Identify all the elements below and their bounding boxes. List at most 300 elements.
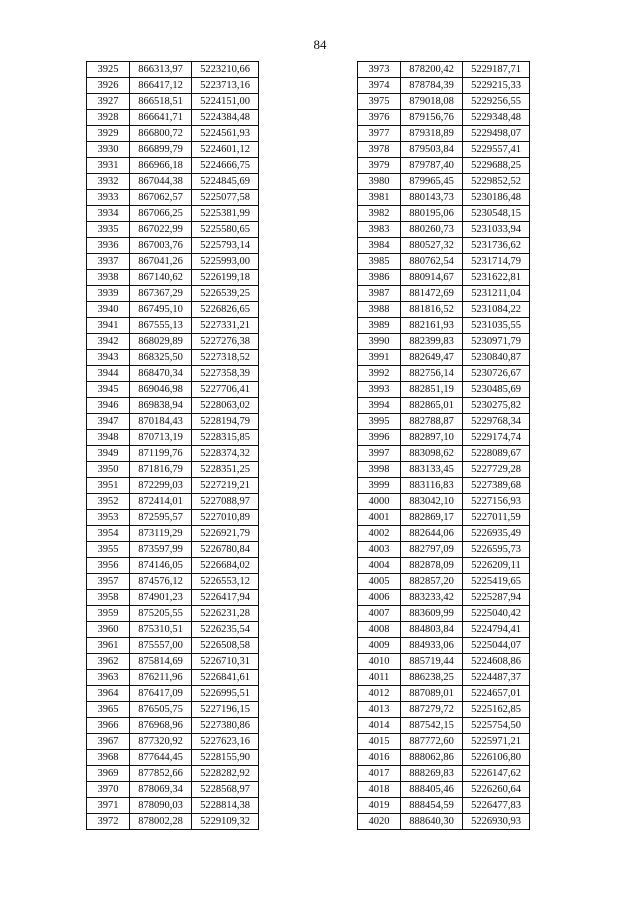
point-number-cell: 4003 <box>358 542 401 558</box>
x-coordinate-cell: 888269,83 <box>401 766 463 782</box>
table-row <box>358 238 530 254</box>
y-coordinate-cell: 5229852,52 <box>463 174 530 190</box>
table-row <box>358 222 530 238</box>
x-coordinate-cell: 876211,96 <box>130 670 192 686</box>
table-row <box>87 510 259 526</box>
table-row <box>358 718 530 734</box>
x-coordinate-cell: 882788,87 <box>401 414 463 430</box>
x-coordinate-cell: 879318,89 <box>401 126 463 142</box>
point-number-cell: 4013 <box>358 702 401 718</box>
x-coordinate-cell: 882161,93 <box>401 318 463 334</box>
point-number-cell: 3995 <box>358 414 401 430</box>
x-coordinate-cell: 880143,73 <box>401 190 463 206</box>
x-coordinate-cell: 885719,44 <box>401 654 463 670</box>
y-coordinate-cell: 5228315,85 <box>192 430 259 446</box>
point-number-cell: 3983 <box>358 222 401 238</box>
point-number-cell: 3934 <box>87 206 130 222</box>
point-number-cell: 4001 <box>358 510 401 526</box>
table-row <box>87 414 259 430</box>
y-coordinate-cell: 5225077,58 <box>192 190 259 206</box>
x-coordinate-cell: 880260,73 <box>401 222 463 238</box>
x-coordinate-cell: 873597,99 <box>130 542 192 558</box>
point-number-cell: 3993 <box>358 382 401 398</box>
table-row <box>358 590 530 606</box>
x-coordinate-cell: 883233,42 <box>401 590 463 606</box>
point-number-cell: 3936 <box>87 238 130 254</box>
x-coordinate-cell: 869046,98 <box>130 382 192 398</box>
table-row <box>358 494 530 510</box>
point-number-cell: 3956 <box>87 558 130 574</box>
table-row <box>358 350 530 366</box>
point-number-cell: 3976 <box>358 110 401 126</box>
y-coordinate-cell: 5231211,04 <box>463 286 530 302</box>
table-row <box>358 430 530 446</box>
x-coordinate-cell: 882857,20 <box>401 574 463 590</box>
point-number-cell: 3997 <box>358 446 401 462</box>
y-coordinate-cell: 5226231,28 <box>192 606 259 622</box>
table-row <box>358 94 530 110</box>
point-number-cell: 4005 <box>358 574 401 590</box>
y-coordinate-cell: 5226417,94 <box>192 590 259 606</box>
x-coordinate-cell: 866800,72 <box>130 126 192 142</box>
table-row <box>87 206 259 222</box>
point-number-cell: 4010 <box>358 654 401 670</box>
point-number-cell: 3961 <box>87 638 130 654</box>
table-row <box>358 574 530 590</box>
point-number-cell: 3980 <box>358 174 401 190</box>
x-coordinate-cell: 887279,72 <box>401 702 463 718</box>
table-row <box>358 446 530 462</box>
table-row <box>87 766 259 782</box>
x-coordinate-cell: 867066,25 <box>130 206 192 222</box>
y-coordinate-cell: 5225287,94 <box>463 590 530 606</box>
point-number-cell: 3994 <box>358 398 401 414</box>
page-number: 84 <box>313 37 327 52</box>
point-number-cell: 3945 <box>87 382 130 398</box>
table-row <box>358 382 530 398</box>
table-row <box>358 302 530 318</box>
table-row <box>87 638 259 654</box>
y-coordinate-cell: 5225793,14 <box>192 238 259 254</box>
y-coordinate-cell: 5229348,48 <box>463 110 530 126</box>
x-coordinate-cell: 883098,62 <box>401 446 463 462</box>
x-coordinate-cell: 876968,96 <box>130 718 192 734</box>
point-number-cell: 3972 <box>87 814 130 830</box>
point-number-cell: 4020 <box>358 814 401 830</box>
point-number-cell: 3938 <box>87 270 130 286</box>
y-coordinate-cell: 5226235,54 <box>192 622 259 638</box>
y-coordinate-cell: 5227729,28 <box>463 462 530 478</box>
y-coordinate-cell: 5229768,34 <box>463 414 530 430</box>
table-row <box>87 334 259 350</box>
y-coordinate-cell: 5231033,94 <box>463 222 530 238</box>
y-coordinate-cell: 5227389,68 <box>463 478 530 494</box>
y-coordinate-cell: 5225971,21 <box>463 734 530 750</box>
table-row <box>358 606 530 622</box>
point-number-cell: 3940 <box>87 302 130 318</box>
table-row <box>87 750 259 766</box>
point-number-cell: 3992 <box>358 366 401 382</box>
y-coordinate-cell: 5228063,02 <box>192 398 259 414</box>
table-row <box>358 542 530 558</box>
x-coordinate-cell: 867041,26 <box>130 254 192 270</box>
point-number-cell: 3973 <box>358 62 401 78</box>
table-row <box>87 590 259 606</box>
x-coordinate-cell: 883116,83 <box>401 478 463 494</box>
point-number-cell: 3971 <box>87 798 130 814</box>
y-coordinate-cell: 5228568,97 <box>192 782 259 798</box>
point-number-cell: 3957 <box>87 574 130 590</box>
x-coordinate-cell: 869838,94 <box>130 398 192 414</box>
point-number-cell: 3984 <box>358 238 401 254</box>
point-number-cell: 4004 <box>358 558 401 574</box>
table-row <box>358 526 530 542</box>
y-coordinate-cell: 5226780,84 <box>192 542 259 558</box>
point-number-cell: 3963 <box>87 670 130 686</box>
y-coordinate-cell: 5229174,74 <box>463 430 530 446</box>
point-number-cell: 3939 <box>87 286 130 302</box>
point-number-cell: 3967 <box>87 734 130 750</box>
y-coordinate-cell: 5226539,25 <box>192 286 259 302</box>
table-row <box>87 542 259 558</box>
table-row <box>358 254 530 270</box>
point-number-cell: 3952 <box>87 494 130 510</box>
x-coordinate-cell: 882869,17 <box>401 510 463 526</box>
y-coordinate-cell: 5224151,00 <box>192 94 259 110</box>
x-coordinate-cell: 867140,62 <box>130 270 192 286</box>
y-coordinate-cell: 5226595,73 <box>463 542 530 558</box>
x-coordinate-cell: 871199,76 <box>130 446 192 462</box>
table-row <box>358 510 530 526</box>
y-coordinate-cell: 5223713,16 <box>192 78 259 94</box>
table-row <box>358 814 530 830</box>
y-coordinate-cell: 5226147,62 <box>463 766 530 782</box>
x-coordinate-cell: 883133,45 <box>401 462 463 478</box>
y-coordinate-cell: 5227380,86 <box>192 718 259 734</box>
x-coordinate-cell: 874146,05 <box>130 558 192 574</box>
point-number-cell: 4002 <box>358 526 401 542</box>
table-row <box>87 446 259 462</box>
point-number-cell: 3929 <box>87 126 130 142</box>
point-number-cell: 3966 <box>87 718 130 734</box>
y-coordinate-cell: 5230485,69 <box>463 382 530 398</box>
y-coordinate-cell: 5225754,50 <box>463 718 530 734</box>
x-coordinate-cell: 883042,10 <box>401 494 463 510</box>
table-row <box>87 462 259 478</box>
table-row <box>87 366 259 382</box>
table-row <box>358 734 530 750</box>
x-coordinate-cell: 876505,75 <box>130 702 192 718</box>
x-coordinate-cell: 887542,15 <box>401 718 463 734</box>
x-coordinate-cell: 887089,01 <box>401 686 463 702</box>
x-coordinate-cell: 883609,99 <box>401 606 463 622</box>
table-row <box>87 494 259 510</box>
table-row <box>358 142 530 158</box>
x-coordinate-cell: 875557,00 <box>130 638 192 654</box>
y-coordinate-cell: 5231736,62 <box>463 238 530 254</box>
x-coordinate-cell: 884933,06 <box>401 638 463 654</box>
table-row <box>358 270 530 286</box>
table-row <box>87 174 259 190</box>
table-row <box>358 654 530 670</box>
y-coordinate-cell: 5224384,48 <box>192 110 259 126</box>
x-coordinate-cell: 867062,57 <box>130 190 192 206</box>
point-number-cell: 3955 <box>87 542 130 558</box>
point-number-cell: 3953 <box>87 510 130 526</box>
point-number-cell: 4009 <box>358 638 401 654</box>
y-coordinate-cell: 5230840,87 <box>463 350 530 366</box>
y-coordinate-cell: 5229688,25 <box>463 158 530 174</box>
x-coordinate-cell: 867003,76 <box>130 238 192 254</box>
x-coordinate-cell: 867555,13 <box>130 318 192 334</box>
x-coordinate-cell: 877644,45 <box>130 750 192 766</box>
table-row <box>87 526 259 542</box>
x-coordinate-cell: 878069,34 <box>130 782 192 798</box>
y-coordinate-cell: 5226508,58 <box>192 638 259 654</box>
y-coordinate-cell: 5225044,07 <box>463 638 530 654</box>
table-row <box>358 126 530 142</box>
x-coordinate-cell: 866417,12 <box>130 78 192 94</box>
x-coordinate-cell: 882851,19 <box>401 382 463 398</box>
x-coordinate-cell: 879965,45 <box>401 174 463 190</box>
x-coordinate-cell: 876417,09 <box>130 686 192 702</box>
point-number-cell: 3987 <box>358 286 401 302</box>
x-coordinate-cell: 882399,83 <box>401 334 463 350</box>
x-coordinate-cell: 873119,29 <box>130 526 192 542</box>
x-coordinate-cell: 882797,09 <box>401 542 463 558</box>
y-coordinate-cell: 5224601,12 <box>192 142 259 158</box>
x-coordinate-cell: 877320,92 <box>130 734 192 750</box>
x-coordinate-cell: 875310,51 <box>130 622 192 638</box>
y-coordinate-cell: 5229109,32 <box>192 814 259 830</box>
y-coordinate-cell: 5223210,66 <box>192 62 259 78</box>
y-coordinate-cell: 5226553,12 <box>192 574 259 590</box>
x-coordinate-cell: 878002,28 <box>130 814 192 830</box>
table-row <box>87 238 259 254</box>
point-number-cell: 3927 <box>87 94 130 110</box>
table-row <box>87 718 259 734</box>
y-coordinate-cell: 5226260,64 <box>463 782 530 798</box>
table-row <box>358 478 530 494</box>
x-coordinate-cell: 867367,29 <box>130 286 192 302</box>
point-number-cell: 4012 <box>358 686 401 702</box>
point-number-cell: 3969 <box>87 766 130 782</box>
table-row <box>358 670 530 686</box>
point-number-cell: 3989 <box>358 318 401 334</box>
point-number-cell: 3930 <box>87 142 130 158</box>
y-coordinate-cell: 5227318,52 <box>192 350 259 366</box>
table-row <box>358 798 530 814</box>
x-coordinate-cell: 868029,89 <box>130 334 192 350</box>
y-coordinate-cell: 5225993,00 <box>192 254 259 270</box>
point-number-cell: 3944 <box>87 366 130 382</box>
table-row <box>358 414 530 430</box>
x-coordinate-cell: 868325,50 <box>130 350 192 366</box>
x-coordinate-cell: 872299,03 <box>130 478 192 494</box>
y-coordinate-cell: 5228089,67 <box>463 446 530 462</box>
table-row <box>87 350 259 366</box>
y-coordinate-cell: 5227276,38 <box>192 334 259 350</box>
table-row <box>87 318 259 334</box>
table-row <box>358 750 530 766</box>
x-coordinate-cell: 877852,66 <box>130 766 192 782</box>
x-coordinate-cell: 867044,38 <box>130 174 192 190</box>
point-number-cell: 4006 <box>358 590 401 606</box>
y-coordinate-cell: 5230548,15 <box>463 206 530 222</box>
point-number-cell: 3932 <box>87 174 130 190</box>
x-coordinate-cell: 871816,79 <box>130 462 192 478</box>
y-coordinate-cell: 5230971,79 <box>463 334 530 350</box>
y-coordinate-cell: 5230186,48 <box>463 190 530 206</box>
y-coordinate-cell: 5224561,93 <box>192 126 259 142</box>
point-number-cell: 4016 <box>358 750 401 766</box>
table-row <box>358 318 530 334</box>
table-row <box>358 686 530 702</box>
point-number-cell: 3962 <box>87 654 130 670</box>
x-coordinate-cell: 866313,97 <box>130 62 192 78</box>
coordinates-table-left <box>86 61 259 830</box>
point-number-cell: 3986 <box>358 270 401 286</box>
table-row <box>358 462 530 478</box>
x-coordinate-cell: 879503,84 <box>401 142 463 158</box>
x-coordinate-cell: 882644,06 <box>401 526 463 542</box>
y-coordinate-cell: 5229498,07 <box>463 126 530 142</box>
table-row <box>87 190 259 206</box>
x-coordinate-cell: 872595,57 <box>130 510 192 526</box>
table-row <box>87 798 259 814</box>
table-row <box>87 254 259 270</box>
table-row <box>358 334 530 350</box>
x-coordinate-cell: 875205,55 <box>130 606 192 622</box>
y-coordinate-cell: 5231714,79 <box>463 254 530 270</box>
x-coordinate-cell: 881472,69 <box>401 286 463 302</box>
x-coordinate-cell: 886238,25 <box>401 670 463 686</box>
table-row <box>87 94 259 110</box>
table-row <box>358 622 530 638</box>
point-number-cell: 3970 <box>87 782 130 798</box>
table-row <box>87 478 259 494</box>
point-number-cell: 4018 <box>358 782 401 798</box>
y-coordinate-cell: 5224487,37 <box>463 670 530 686</box>
point-number-cell: 3978 <box>358 142 401 158</box>
y-coordinate-cell: 5226935,49 <box>463 526 530 542</box>
point-number-cell: 3925 <box>87 62 130 78</box>
point-number-cell: 4011 <box>358 670 401 686</box>
x-coordinate-cell: 888062,86 <box>401 750 463 766</box>
x-coordinate-cell: 879018,08 <box>401 94 463 110</box>
x-coordinate-cell: 880195,06 <box>401 206 463 222</box>
y-coordinate-cell: 5231622,81 <box>463 270 530 286</box>
point-number-cell: 3959 <box>87 606 130 622</box>
point-number-cell: 3998 <box>358 462 401 478</box>
table-row <box>358 158 530 174</box>
table-row <box>87 654 259 670</box>
point-number-cell: 4017 <box>358 766 401 782</box>
table-row <box>358 702 530 718</box>
y-coordinate-cell: 5224666,75 <box>192 158 259 174</box>
table-row <box>87 398 259 414</box>
x-coordinate-cell: 867022,99 <box>130 222 192 238</box>
point-number-cell: 3943 <box>87 350 130 366</box>
x-coordinate-cell: 878784,39 <box>401 78 463 94</box>
y-coordinate-cell: 5226921,79 <box>192 526 259 542</box>
y-coordinate-cell: 5229256,55 <box>463 94 530 110</box>
table-row <box>87 222 259 238</box>
table-row <box>358 62 530 78</box>
table-row <box>358 78 530 94</box>
point-number-cell: 4007 <box>358 606 401 622</box>
y-coordinate-cell: 5227219,21 <box>192 478 259 494</box>
table-row <box>87 430 259 446</box>
x-coordinate-cell: 882865,01 <box>401 398 463 414</box>
y-coordinate-cell: 5225040,42 <box>463 606 530 622</box>
table-row <box>87 302 259 318</box>
table-row <box>87 270 259 286</box>
y-coordinate-cell: 5225381,99 <box>192 206 259 222</box>
point-number-cell: 3975 <box>358 94 401 110</box>
table-row <box>87 142 259 158</box>
table-row <box>358 366 530 382</box>
table-row <box>87 814 259 830</box>
table-row <box>87 734 259 750</box>
table-row <box>358 398 530 414</box>
x-coordinate-cell: 878090,03 <box>130 798 192 814</box>
x-coordinate-cell: 872414,01 <box>130 494 192 510</box>
y-coordinate-cell: 5227011,59 <box>463 510 530 526</box>
y-coordinate-cell: 5226930,93 <box>463 814 530 830</box>
point-number-cell: 3985 <box>358 254 401 270</box>
x-coordinate-cell: 879156,76 <box>401 110 463 126</box>
point-number-cell: 3999 <box>358 478 401 494</box>
point-number-cell: 3974 <box>358 78 401 94</box>
point-number-cell: 3933 <box>87 190 130 206</box>
x-coordinate-cell: 882897,10 <box>401 430 463 446</box>
x-coordinate-cell: 880762,54 <box>401 254 463 270</box>
point-number-cell: 3968 <box>87 750 130 766</box>
x-coordinate-cell: 874901,23 <box>130 590 192 606</box>
table-row <box>87 622 259 638</box>
y-coordinate-cell: 5227010,89 <box>192 510 259 526</box>
y-coordinate-cell: 5226995,51 <box>192 686 259 702</box>
point-number-cell: 3941 <box>87 318 130 334</box>
table-row <box>87 382 259 398</box>
point-number-cell: 3954 <box>87 526 130 542</box>
table-row <box>87 158 259 174</box>
point-number-cell: 4008 <box>358 622 401 638</box>
point-number-cell: 3958 <box>87 590 130 606</box>
y-coordinate-cell: 5226684,02 <box>192 558 259 574</box>
point-number-cell: 3926 <box>87 78 130 94</box>
point-number-cell: 3991 <box>358 350 401 366</box>
point-number-cell: 3982 <box>358 206 401 222</box>
point-number-cell: 3942 <box>87 334 130 350</box>
y-coordinate-cell: 5228814,38 <box>192 798 259 814</box>
x-coordinate-cell: 868470,34 <box>130 366 192 382</box>
point-number-cell: 4019 <box>358 798 401 814</box>
table-row <box>87 670 259 686</box>
point-number-cell: 3981 <box>358 190 401 206</box>
y-coordinate-cell: 5228155,90 <box>192 750 259 766</box>
point-number-cell: 3960 <box>87 622 130 638</box>
point-number-cell: 3950 <box>87 462 130 478</box>
table-row <box>358 558 530 574</box>
point-number-cell: 3990 <box>358 334 401 350</box>
y-coordinate-cell: 5226710,31 <box>192 654 259 670</box>
x-coordinate-cell: 882878,09 <box>401 558 463 574</box>
x-coordinate-cell: 882756,14 <box>401 366 463 382</box>
x-coordinate-cell: 884803,84 <box>401 622 463 638</box>
table-row <box>87 126 259 142</box>
